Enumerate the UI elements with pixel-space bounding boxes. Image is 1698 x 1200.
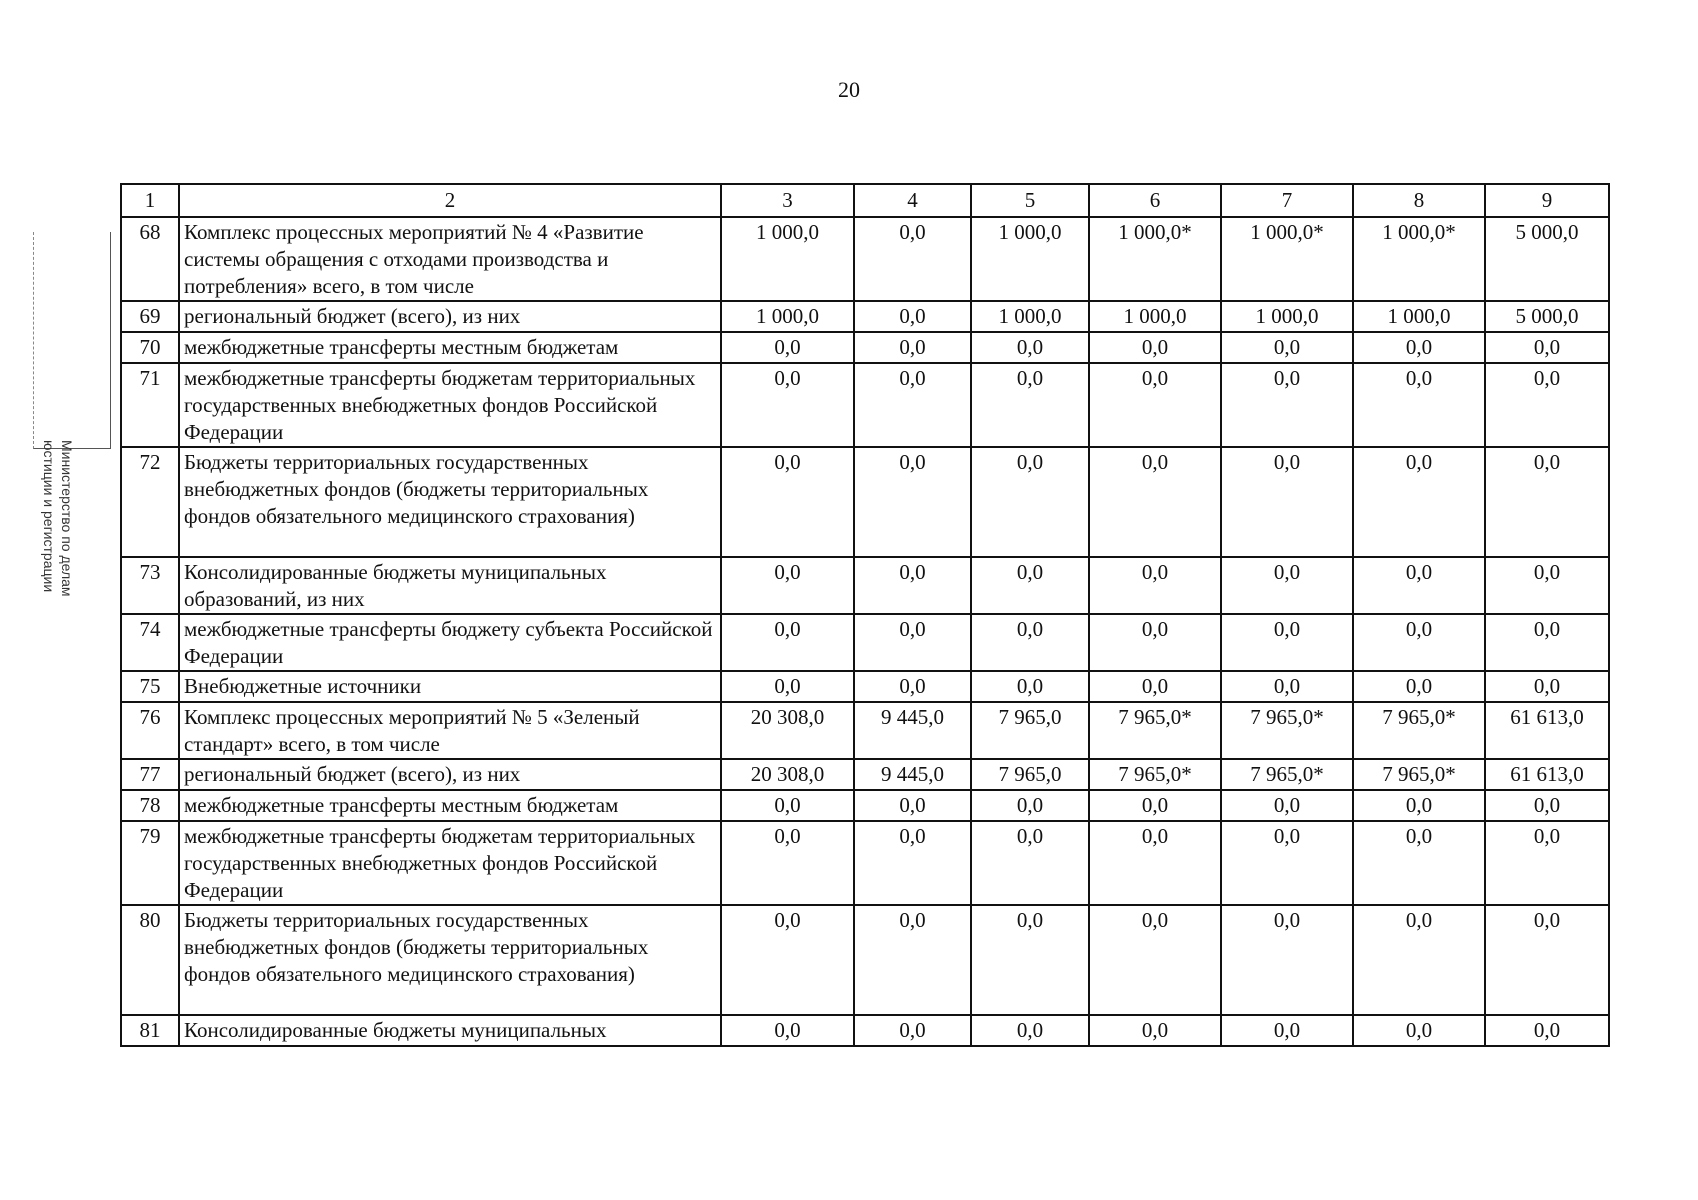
value-cell: 0,0 bbox=[854, 363, 971, 447]
value-cell: 0,0 bbox=[721, 614, 854, 671]
value-cell: 0,0 bbox=[1353, 332, 1485, 363]
value-cell: 0,0 bbox=[1353, 363, 1485, 447]
row-description: Консолидированные бюджеты муниципальных bbox=[179, 1015, 721, 1046]
value-cell: 7 965,0 bbox=[971, 702, 1089, 759]
row-number: 74 bbox=[121, 614, 179, 671]
value-cell: 0,0 bbox=[1089, 363, 1221, 447]
value-cell: 20 308,0 bbox=[721, 702, 854, 759]
stamp-line-2: юстиции и регистрации bbox=[41, 440, 57, 593]
value-cell: 0,0 bbox=[854, 217, 971, 301]
value-cell: 0,0 bbox=[971, 905, 1089, 1015]
value-cell: 0,0 bbox=[1485, 332, 1609, 363]
value-cell: 0,0 bbox=[854, 671, 971, 702]
row-number: 73 bbox=[121, 557, 179, 614]
value-cell: 7 965,0* bbox=[1221, 702, 1353, 759]
value-cell: 0,0 bbox=[971, 447, 1089, 557]
value-cell: 20 308,0 bbox=[721, 759, 854, 790]
value-cell: 0,0 bbox=[1485, 614, 1609, 671]
table-row bbox=[121, 905, 1609, 1015]
value-cell: 0,0 bbox=[721, 557, 854, 614]
table-row bbox=[121, 363, 1609, 447]
row-number: 77 bbox=[121, 759, 179, 790]
column-header: 9 bbox=[1485, 184, 1609, 217]
table-row bbox=[121, 821, 1609, 905]
value-cell: 0,0 bbox=[1221, 614, 1353, 671]
value-cell: 0,0 bbox=[971, 671, 1089, 702]
registration-stamp bbox=[33, 232, 111, 449]
value-cell: 0,0 bbox=[971, 1015, 1089, 1046]
value-cell: 5 000,0 bbox=[1485, 301, 1609, 332]
value-cell: 0,0 bbox=[971, 790, 1089, 821]
registration-stamp-text bbox=[40, 440, 76, 650]
value-cell: 61 613,0 bbox=[1485, 759, 1609, 790]
value-cell: 0,0 bbox=[1485, 905, 1609, 1015]
column-header: 8 bbox=[1353, 184, 1485, 217]
value-cell: 0,0 bbox=[1089, 557, 1221, 614]
row-description: межбюджетные трансферты местным бюджетам bbox=[179, 790, 721, 821]
value-cell: 0,0 bbox=[721, 332, 854, 363]
value-cell: 0,0 bbox=[1353, 790, 1485, 821]
row-description: межбюджетные трансферты бюджетам территориальных государственных внебюджетных фондов Российской Федерации bbox=[179, 363, 721, 447]
row-description: межбюджетные трансферты бюджету субъекта Российской Федерации bbox=[179, 614, 721, 671]
value-cell: 0,0 bbox=[971, 332, 1089, 363]
column-header: 4 bbox=[854, 184, 971, 217]
value-cell: 61 613,0 bbox=[1485, 702, 1609, 759]
column-header: 3 bbox=[721, 184, 854, 217]
table-row bbox=[121, 790, 1609, 821]
row-description: межбюджетные трансферты бюджетам территориальных государственных внебюджетных фондов Российской Федерации bbox=[179, 821, 721, 905]
value-cell: 0,0 bbox=[1485, 821, 1609, 905]
value-cell: 0,0 bbox=[1089, 447, 1221, 557]
row-description: региональный бюджет (всего), из них bbox=[179, 759, 721, 790]
value-cell: 0,0 bbox=[1221, 905, 1353, 1015]
value-cell: 1 000,0 bbox=[721, 301, 854, 332]
value-cell: 0,0 bbox=[1353, 614, 1485, 671]
value-cell: 0,0 bbox=[721, 905, 854, 1015]
value-cell: 0,0 bbox=[721, 671, 854, 702]
value-cell: 7 965,0* bbox=[1353, 702, 1485, 759]
row-number: 80 bbox=[121, 905, 179, 1015]
value-cell: 0,0 bbox=[971, 557, 1089, 614]
value-cell: 9 445,0 bbox=[854, 759, 971, 790]
value-cell: 0,0 bbox=[854, 1015, 971, 1046]
row-number: 70 bbox=[121, 332, 179, 363]
value-cell: 0,0 bbox=[1221, 671, 1353, 702]
table-row bbox=[121, 557, 1609, 614]
value-cell: 0,0 bbox=[1089, 790, 1221, 821]
row-number: 78 bbox=[121, 790, 179, 821]
column-header: 1 bbox=[121, 184, 179, 217]
value-cell: 0,0 bbox=[1221, 1015, 1353, 1046]
table-row bbox=[121, 671, 1609, 702]
value-cell: 0,0 bbox=[1221, 557, 1353, 614]
value-cell: 0,0 bbox=[1485, 790, 1609, 821]
value-cell: 0,0 bbox=[1089, 614, 1221, 671]
value-cell: 1 000,0 bbox=[1221, 301, 1353, 332]
value-cell: 0,0 bbox=[721, 363, 854, 447]
table-row bbox=[121, 614, 1609, 671]
value-cell: 9 445,0 bbox=[854, 702, 971, 759]
row-description: региональный бюджет (всего), из них bbox=[179, 301, 721, 332]
value-cell: 1 000,0 bbox=[1353, 301, 1485, 332]
row-description: Консолидированные бюджеты муниципальных образований, из них bbox=[179, 557, 721, 614]
table-row bbox=[121, 702, 1609, 759]
value-cell: 0,0 bbox=[1089, 1015, 1221, 1046]
value-cell: 7 965,0* bbox=[1089, 702, 1221, 759]
value-cell: 0,0 bbox=[1221, 447, 1353, 557]
table-row bbox=[121, 301, 1609, 332]
value-cell: 0,0 bbox=[1353, 905, 1485, 1015]
value-cell: 0,0 bbox=[1221, 790, 1353, 821]
table-header-row bbox=[121, 184, 1609, 217]
value-cell: 0,0 bbox=[854, 821, 971, 905]
value-cell: 0,0 bbox=[971, 363, 1089, 447]
value-cell: 7 965,0* bbox=[1353, 759, 1485, 790]
value-cell: 0,0 bbox=[1353, 447, 1485, 557]
value-cell: 1 000,0* bbox=[1089, 217, 1221, 301]
column-header: 2 bbox=[179, 184, 721, 217]
value-cell: 0,0 bbox=[1089, 821, 1221, 905]
value-cell: 0,0 bbox=[854, 790, 971, 821]
row-number: 72 bbox=[121, 447, 179, 557]
row-description: межбюджетные трансферты местным бюджетам bbox=[179, 332, 721, 363]
value-cell: 0,0 bbox=[854, 557, 971, 614]
row-number: 71 bbox=[121, 363, 179, 447]
value-cell: 0,0 bbox=[971, 821, 1089, 905]
value-cell: 0,0 bbox=[1089, 905, 1221, 1015]
row-number: 68 bbox=[121, 217, 179, 301]
row-number: 75 bbox=[121, 671, 179, 702]
value-cell: 0,0 bbox=[1221, 821, 1353, 905]
value-cell: 0,0 bbox=[854, 905, 971, 1015]
value-cell: 0,0 bbox=[1485, 447, 1609, 557]
value-cell: 0,0 bbox=[1353, 1015, 1485, 1046]
column-header: 7 bbox=[1221, 184, 1353, 217]
row-number: 69 bbox=[121, 301, 179, 332]
value-cell: 0,0 bbox=[854, 447, 971, 557]
value-cell: 0,0 bbox=[1221, 363, 1353, 447]
value-cell: 0,0 bbox=[1353, 671, 1485, 702]
value-cell: 7 965,0* bbox=[1221, 759, 1353, 790]
value-cell: 0,0 bbox=[721, 1015, 854, 1046]
value-cell: 0,0 bbox=[1485, 671, 1609, 702]
stamp-line-1: Министерство по делам bbox=[59, 440, 75, 597]
table-row bbox=[121, 217, 1609, 301]
value-cell: 0,0 bbox=[1485, 557, 1609, 614]
page-number: 20 bbox=[838, 77, 860, 102]
row-description: Бюджеты территориальных государственных внебюджетных фондов (бюджеты территориальных фондов обязательного медицинского страхования) bbox=[179, 447, 721, 557]
value-cell: 1 000,0* bbox=[1353, 217, 1485, 301]
table-body bbox=[121, 217, 1609, 1046]
value-cell: 0,0 bbox=[854, 614, 971, 671]
value-cell: 1 000,0 bbox=[1089, 301, 1221, 332]
value-cell: 0,0 bbox=[854, 332, 971, 363]
value-cell: 0,0 bbox=[1485, 363, 1609, 447]
column-header: 5 bbox=[971, 184, 1089, 217]
value-cell: 1 000,0 bbox=[971, 217, 1089, 301]
row-description: Комплекс процессных мероприятий № 5 «Зеленый стандарт» всего, в том числе bbox=[179, 702, 721, 759]
row-description: Комплекс процессных мероприятий № 4 «Развитие системы обращения с отходами производства и потребления» всего, в том числе bbox=[179, 217, 721, 301]
table-row bbox=[121, 759, 1609, 790]
value-cell: 0,0 bbox=[1485, 1015, 1609, 1046]
table-row bbox=[121, 1015, 1609, 1046]
row-number: 81 bbox=[121, 1015, 179, 1046]
value-cell: 0,0 bbox=[971, 614, 1089, 671]
value-cell: 0,0 bbox=[1353, 821, 1485, 905]
row-number: 79 bbox=[121, 821, 179, 905]
value-cell: 0,0 bbox=[854, 301, 971, 332]
row-description: Внебюджетные источники bbox=[179, 671, 721, 702]
value-cell: 1 000,0 bbox=[721, 217, 854, 301]
row-number: 76 bbox=[121, 702, 179, 759]
value-cell: 0,0 bbox=[721, 790, 854, 821]
value-cell: 1 000,0 bbox=[971, 301, 1089, 332]
value-cell: 5 000,0 bbox=[1485, 217, 1609, 301]
value-cell: 7 965,0* bbox=[1089, 759, 1221, 790]
table-row bbox=[121, 332, 1609, 363]
value-cell: 0,0 bbox=[721, 447, 854, 557]
column-header: 6 bbox=[1089, 184, 1221, 217]
table-row bbox=[121, 447, 1609, 557]
value-cell: 1 000,0* bbox=[1221, 217, 1353, 301]
value-cell: 0,0 bbox=[1353, 557, 1485, 614]
value-cell: 0,0 bbox=[1089, 671, 1221, 702]
value-cell: 0,0 bbox=[1089, 332, 1221, 363]
row-description: Бюджеты территориальных государственных внебюджетных фондов (бюджеты территориальных фондов обязательного медицинского страхования) bbox=[179, 905, 721, 1015]
value-cell: 0,0 bbox=[721, 821, 854, 905]
budget-table bbox=[120, 183, 1610, 1047]
value-cell: 0,0 bbox=[1221, 332, 1353, 363]
value-cell: 7 965,0 bbox=[971, 759, 1089, 790]
